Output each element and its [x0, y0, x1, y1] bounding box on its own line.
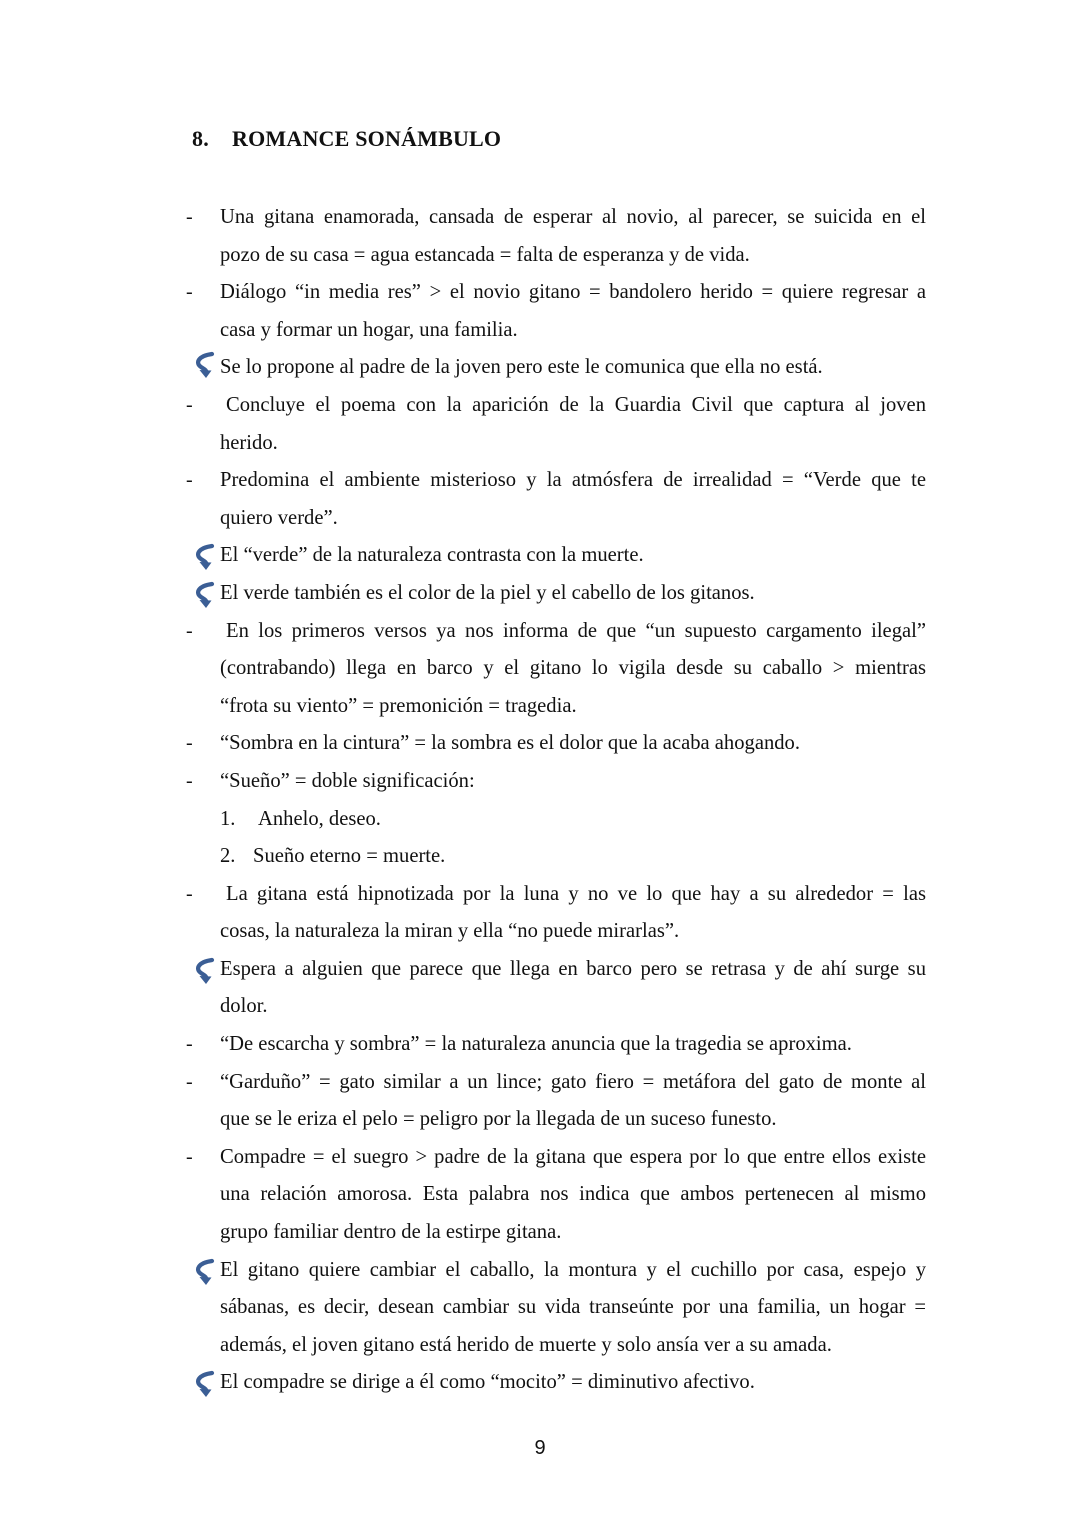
- text-line: El gitano quiere cambiar el caballo, la montura y el cuchillo por casa, espejo y: [220, 1258, 926, 1281]
- bullet-item: [0, 387, 1080, 462]
- text-line: Se lo propone al padre de la joven pero este le comunica que ella no está.: [220, 356, 823, 379]
- text-line: además, el joven gitano está herido de muerte y solo ansía ver a su amada.: [220, 1333, 832, 1356]
- text-line: sábanas, es decir, desean cambiar su vida transeúnte por una familia, un hogar =: [220, 1296, 926, 1319]
- text-line: El compadre se dirige a él como “mocito” = diminutivo afectivo.: [220, 1371, 755, 1394]
- text-line: “Sueño” = doble significación:: [220, 769, 475, 792]
- text-line: Predomina el ambiente misterioso y la atmósfera de irrealidad = “Verde que te: [220, 469, 926, 492]
- text-line: Compadre = el suegro > padre de la gitana que espera por lo que entre ellos existe: [220, 1145, 926, 1168]
- page-number: 9: [534, 1437, 546, 1459]
- bullet-item: [0, 725, 1080, 763]
- bullet-dash: -: [186, 393, 193, 416]
- curved-arrow-icon: [192, 351, 218, 379]
- bullet-dash: -: [186, 882, 193, 905]
- section-title: ROMANCE SONÁMBULO: [232, 126, 502, 151]
- curved-arrow-icon: [192, 957, 218, 985]
- curved-arrow-icon: [192, 1370, 218, 1398]
- bullet-item: [0, 876, 1080, 951]
- bullet-dash: -: [186, 1070, 193, 1093]
- text-line: En los primeros versos ya nos informa de que “un supuesto cargamento ilegal”: [226, 619, 926, 642]
- text-line: quiero verde”.: [220, 506, 338, 529]
- bullet-item: [0, 1064, 1080, 1139]
- bullet-item: [0, 1026, 1080, 1064]
- bullet-dash: -: [186, 1033, 193, 1056]
- text-line: herido.: [220, 431, 278, 454]
- text-line: La gitana está hipnotizada por la luna y no ve lo que hay a su alrededor = las: [226, 882, 926, 905]
- item-text: Anhelo, deseo.: [258, 807, 381, 830]
- curved-arrow-icon: [192, 543, 218, 571]
- text-line: Espera a alguien que parece que llega en barco pero se retrasa y de ahí surge su: [220, 957, 926, 980]
- bullet-dash: -: [186, 619, 193, 642]
- item-text: Sueño eterno = muerte.: [253, 845, 446, 868]
- bullet-dash: -: [186, 469, 193, 492]
- notes-list: [0, 199, 1080, 1402]
- text-line: Una gitana enamorada, cansada de esperar al novio, al parecer, se suicida en el: [220, 206, 926, 228]
- bullet-item: [0, 462, 1080, 537]
- bullet-dash: -: [186, 281, 193, 304]
- text-line: casa y formar un hogar, una familia.: [220, 318, 518, 341]
- arrow-item: [0, 1364, 1080, 1402]
- text-line: El verde también es el color de la piel y el cabello de los gitanos.: [220, 581, 755, 604]
- numbered-item: [220, 838, 1080, 876]
- text-line: “frota su viento” = premonición = tragedia.: [220, 694, 577, 717]
- text-line: una relación amorosa. Esta palabra nos indica que ambos pertenecen al mismo: [220, 1183, 926, 1206]
- text-line: Concluye el poema con la aparición de la Guardia Civil que captura al joven: [226, 393, 926, 416]
- bullet-dash: -: [186, 769, 193, 792]
- bullet-dash: -: [186, 732, 193, 755]
- text-line: “Sombra en la cintura” = la sombra es el dolor que la acaba ahogando.: [220, 732, 801, 755]
- text-line: cosas, la naturaleza la miran y ella “no puede mirarlas”.: [220, 920, 680, 943]
- arrow-item: [0, 1252, 1080, 1365]
- numbered-item: [220, 801, 1080, 839]
- text-line: dolor.: [220, 995, 268, 1018]
- curved-arrow-icon: [192, 1258, 218, 1286]
- item-number: 2.: [220, 845, 236, 868]
- text-line: Diálogo “in media res” > el novio gitano = bandolero herido = quiere regresar a: [220, 281, 926, 304]
- text-line: grupo familiar dentro de la estirpe gitana.: [220, 1221, 562, 1244]
- arrow-item: [0, 951, 1080, 1026]
- text-line: El “verde” de la naturaleza contrasta con la muerte.: [220, 544, 644, 567]
- bullet-item: [0, 199, 1080, 274]
- text-line: “De escarcha y sombra” = la naturaleza anuncia que la tragedia se aproxima.: [220, 1033, 852, 1056]
- arrow-item: [0, 349, 1080, 387]
- bullet-item: [0, 274, 1080, 349]
- section-number: 8.: [192, 126, 209, 151]
- arrow-item: [0, 537, 1080, 575]
- curved-arrow-icon: [192, 581, 218, 609]
- arrow-item: [0, 575, 1080, 613]
- bullet-dash: -: [186, 1145, 193, 1168]
- item-number: 1.: [220, 807, 236, 830]
- bullet-item: [0, 763, 1080, 801]
- text-line: que se le eriza el pelo = peligro por la llegada de un suceso funesto.: [220, 1108, 777, 1131]
- bullet-item: [0, 1139, 1080, 1252]
- bullet-dash: -: [186, 206, 193, 228]
- bullet-item: [0, 613, 1080, 726]
- section-heading: [192, 126, 501, 152]
- text-line: pozo de su casa = agua estancada = falta de esperanza y de vida.: [220, 243, 750, 266]
- text-line: “Garduño” = gato similar a un lince; gato fiero = metáfora del gato de monte al: [220, 1070, 926, 1093]
- text-line: (contrabando) llega en barco y el gitano lo vigila desde su caballo > mientras: [220, 657, 926, 680]
